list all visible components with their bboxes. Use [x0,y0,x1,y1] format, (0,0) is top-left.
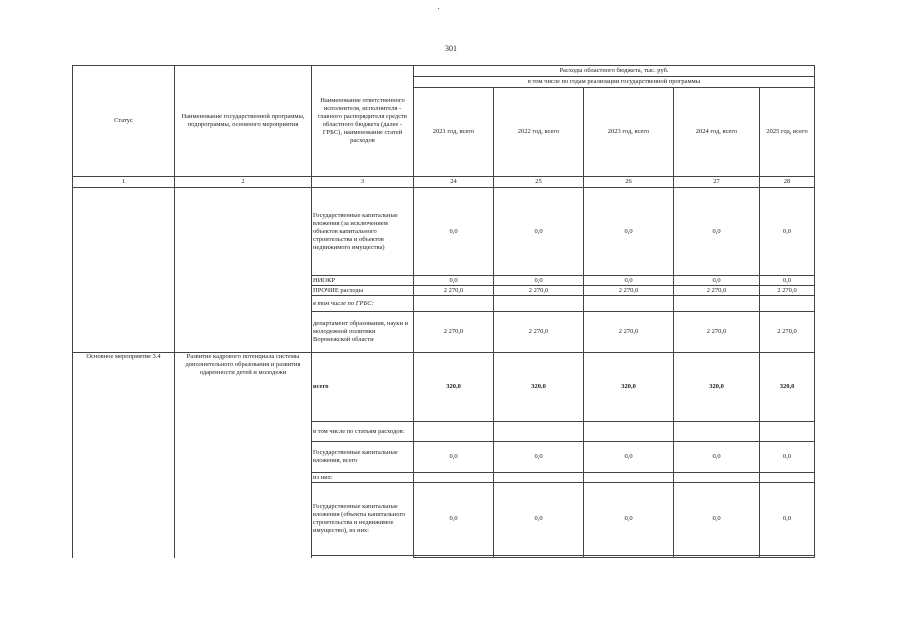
header-year-2022: 2022 год, всего [494,88,584,177]
status-cell: Основное мероприятие 3.4 [73,353,175,558]
row-label: Государственные капитальные вложения (за исключением объектов капитального строительства и объектов недвижимого имущества) [312,188,414,276]
header-year-2021: 2021 год, всего [414,88,494,177]
value-2023: 0,0 [584,483,674,556]
value-2021: 0,0 [414,442,494,473]
value-empty [760,422,815,442]
value-2024: 0,0 [674,276,760,286]
header-years-title: в том числе по годам реализации государственной программы [414,77,815,88]
value-2025: 0,0 [760,276,815,286]
value-empty [674,296,760,312]
header-executor: Наименование ответственного исполнителя, исполнителя - главного распорядителя средств областного бюджета (далее - ГРБС), наименование статей расходов [312,66,414,177]
column-number: 2 [175,177,312,188]
column-number: 24 [414,177,494,188]
column-numbers-row [73,177,815,188]
row-label: в том числе по статьям расходов: [312,422,414,442]
value-2024: 0,0 [674,188,760,276]
value-empty [414,422,494,442]
row-label: в том числе по ГРБС: [312,296,414,312]
value-2023: 0,0 [584,442,674,473]
cut-cell [760,556,815,558]
value-2025: 0,0 [760,442,815,473]
row-label: департамент образования, науки и молодежной политики Воронежской области [312,312,414,353]
row-label: Государственные капитальные вложения (объекты капитального строительства и недвижимое имущество), из них: [312,483,414,556]
value-empty [584,296,674,312]
value-empty [414,473,494,483]
value-2021: 0,0 [414,188,494,276]
value-2023: 2 270,0 [584,286,674,296]
value-2022: 0,0 [494,483,584,556]
value-2022: 2 270,0 [494,286,584,296]
column-number: 27 [674,177,760,188]
column-number: 25 [494,177,584,188]
value-2022: 2 270,0 [494,312,584,353]
budget-table [72,65,815,558]
value-2022: 0,0 [494,188,584,276]
scan-speck [438,8,439,9]
header-year-2023: 2023 год, всего [584,88,674,177]
program-cell-empty [175,188,312,353]
value-empty [674,473,760,483]
value-2021: 0,0 [414,276,494,286]
row-label: из них: [312,473,414,483]
value-empty [584,422,674,442]
value-2022: 0,0 [494,442,584,473]
value-empty [494,473,584,483]
value-2025: 0,0 [760,188,815,276]
value-2021: 2 270,0 [414,286,494,296]
status-cell-empty [73,188,175,353]
value-2023: 2 270,0 [584,312,674,353]
table-row [73,353,815,422]
value-empty [760,473,815,483]
value-empty [414,296,494,312]
value-2025: 2 270,0 [760,312,815,353]
column-number: 1 [73,177,175,188]
value-2022: 0,0 [494,276,584,286]
value-2021: 320,0 [414,353,494,422]
value-2021: 0,0 [414,483,494,556]
page-number: 301 [445,44,457,53]
header-year-2024: 2024 год, всего [674,88,760,177]
header-year-2025: 2025 год, всего [760,88,815,177]
header-budget-title: Расходы областного бюджета, тыс. руб. [414,66,815,77]
column-number: 3 [312,177,414,188]
value-empty [584,473,674,483]
value-2024: 0,0 [674,483,760,556]
value-empty [674,422,760,442]
value-empty [494,296,584,312]
row-label: всего [312,353,414,422]
column-number: 28 [760,177,815,188]
header-program-name: Наименование государственной программы, подпрограммы, основного мероприятия [175,66,312,177]
value-2023: 320,0 [584,353,674,422]
row-label: НИОКР [312,276,414,286]
value-2021: 2 270,0 [414,312,494,353]
cut-cell [494,556,584,558]
cut-cell [414,556,494,558]
cut-cell [312,556,414,558]
value-2024: 2 270,0 [674,286,760,296]
row-label: Государственные капитальные вложения, всего [312,442,414,473]
value-2025: 0,0 [760,483,815,556]
column-number: 26 [584,177,674,188]
program-name-cell: Развитие кадрового потенциала системы дополнительного образования и развития одаренности детей и молодежи [175,353,312,558]
cut-cell [674,556,760,558]
value-empty [494,422,584,442]
header-status: Статус [73,66,175,177]
value-empty [760,296,815,312]
value-2025: 2 270,0 [760,286,815,296]
value-2024: 2 270,0 [674,312,760,353]
cut-cell [584,556,674,558]
value-2025: 320,0 [760,353,815,422]
header-row-1 [73,66,815,77]
value-2024: 0,0 [674,442,760,473]
value-2022: 320,0 [494,353,584,422]
value-2023: 0,0 [584,188,674,276]
row-label: ПРОЧИЕ расходы [312,286,414,296]
value-2023: 0,0 [584,276,674,286]
table-row [73,188,815,276]
value-2024: 320,0 [674,353,760,422]
